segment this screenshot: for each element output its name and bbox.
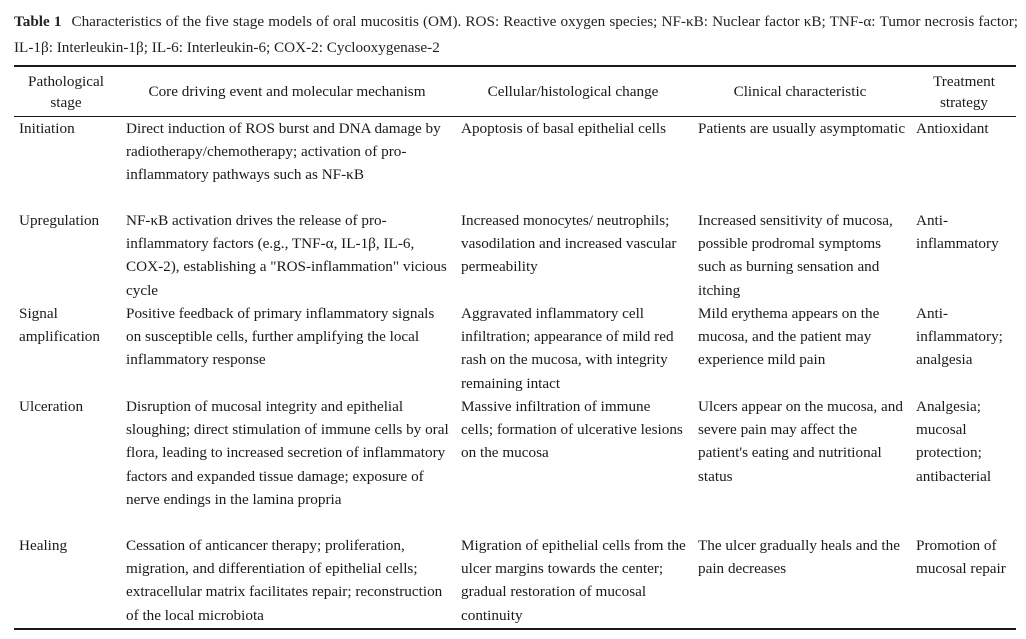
row-signal-amplification-treatment: Anti-inflammatory; analgesia [916, 305, 1003, 369]
row-upregulation-stage: Upregulation [19, 212, 100, 229]
column-header-cellular: Cellular/histological change [487, 83, 659, 100]
row-ulceration-clinical: Ulcers appear on the mucosa, and severe pain may affect the patient's eating and nutritional status [698, 398, 903, 485]
row-upregulation-clinical: Increased sensitivity of mucosa, possible prodromal symptoms such as burning sensation and itching [698, 212, 893, 299]
row-initiation-cellular: Apoptosis of basal epithelial cells [461, 120, 666, 137]
row-upregulation-treatment: Anti-inflammatory [916, 212, 999, 253]
column-header-treatment: Treatment strategy [933, 72, 995, 111]
row-ulceration-cellular: Massive infiltration of immune cells; formation of ulcerative lesions on the mucosa [461, 398, 683, 462]
row-healing-clinical: The ulcer gradually heals and the pain decreases [698, 537, 900, 578]
table-caption [14, 9, 1018, 61]
row-healing-stage: Healing [19, 537, 68, 554]
row-initiation-mechanism: Direct induction of ROS burst and DNA damage by radiotherapy/chemotherapy; activation of pro-inflammatory pathways such as NF-κB [126, 120, 441, 184]
row-initiation-stage: Initiation [19, 120, 75, 137]
row-signal-amplification-clinical: Mild erythema appears on the mucosa, and the patient may experience mild pain [698, 305, 880, 369]
row-ulceration-treatment: Analgesia; mucosal protection; antibacterial [916, 398, 992, 485]
table-caption-text: Characteristics of the five stage models of oral mucositis (OM). ROS: Reactive oxygen species; NF-κB: Nuclear factor κB; TNF-α: Tumor necrosis factor; IL-1β: Interleukin-1β; IL-6: Interleukin-6; COX-2: Cyclooxygenase-2 [14, 13, 1018, 56]
column-header-stage: Pathological stage [28, 72, 104, 111]
column-header-clinical: Clinical characteristic [733, 83, 867, 100]
column-header-mechanism: Core driving event and molecular mechanism [148, 83, 426, 100]
row-signal-amplification-stage: Signal amplification [19, 305, 100, 346]
table-bottom-rule [14, 628, 1016, 630]
row-ulceration-stage: Ulceration [19, 398, 84, 415]
row-healing-cellular: Migration of epithelial cells from the ulcer margins towards the center; gradual restoration of mucosal continuity [461, 537, 686, 624]
table-label: Table 1 [14, 13, 62, 30]
row-signal-amplification-cellular: Aggravated inflammatory cell infiltration; appearance of mild red rash on the mucosa, with integrity remaining intact [461, 305, 674, 392]
row-upregulation-cellular: Increased monocytes/ neutrophils; vasodilation and increased vascular permeability [461, 212, 677, 276]
row-initiation-treatment: Antioxidant [916, 120, 989, 137]
row-healing-mechanism: Cessation of anticancer therapy; proliferation, migration, and differentiation of epithelial cells; extracellular matrix facilitates repair; reconstruction of the local microbiota [126, 537, 443, 624]
row-initiation-clinical: Patients are usually asymptomatic [698, 120, 906, 137]
row-signal-amplification-mechanism: Positive feedback of primary inflammatory signals on susceptible cells, further amplifying the local inflammatory response [126, 305, 435, 369]
row-ulceration-mechanism: Disruption of mucosal integrity and epithelial sloughing; direct stimulation of immune cells by oral flora, leading to increased secretion of inflammatory factors and expanded tissue damage; exposure of nerve endings in the lamina propria [126, 398, 449, 508]
row-healing-treatment: Promotion of mucosal repair [916, 537, 1006, 578]
row-upregulation-mechanism: NF-κB activation drives the release of pro-inflammatory factors (e.g., TNF-α, IL-1β, IL-6, COX-2), establishing a "ROS-inflammation" vicious cycle [126, 212, 447, 299]
